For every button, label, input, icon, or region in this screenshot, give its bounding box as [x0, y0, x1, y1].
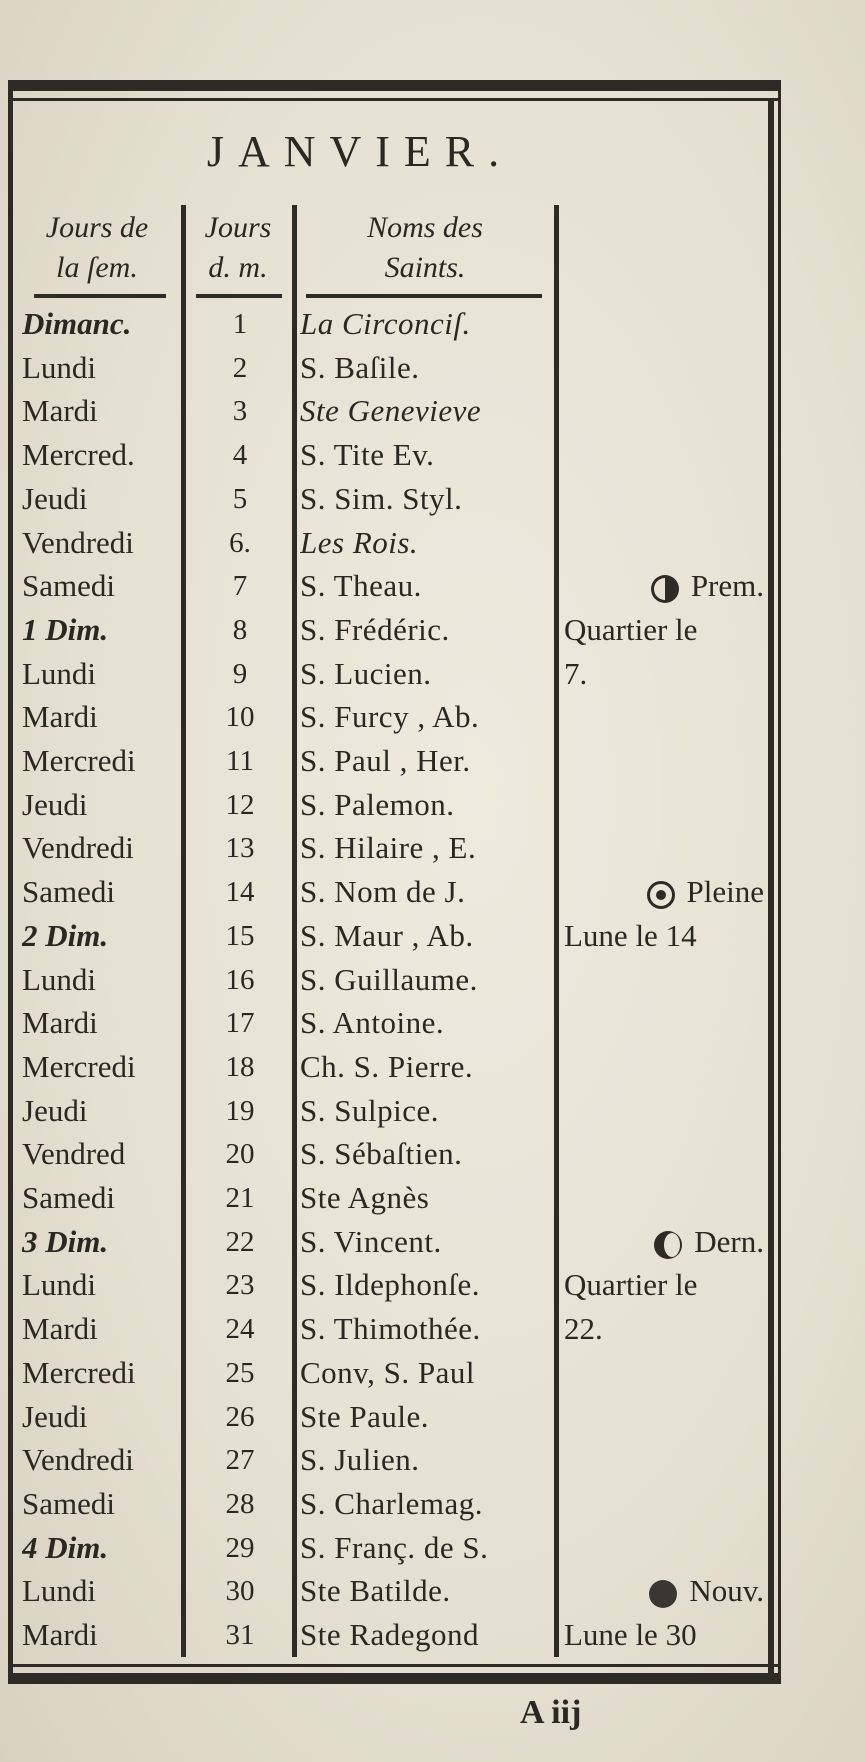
weekday-cell: Mercredi	[22, 743, 136, 778]
weekday-cell: Vendredi	[22, 830, 134, 866]
saint-name-cell: Ste Paule.	[300, 1398, 429, 1434]
weekday-cell: Mardi	[22, 1617, 98, 1652]
day-number-cell: 28	[225, 1487, 255, 1520]
table-row	[0, 433, 865, 477]
weekday-cell: Jeudi	[22, 786, 88, 822]
saint-name-cell: S. Antoine.	[300, 1005, 445, 1041]
weekday-cell: Samedi	[22, 1485, 115, 1521]
moon-phase-label: Dern.	[694, 1223, 764, 1259]
saint-name-cell: S. Guillaume.	[300, 961, 478, 997]
header-day-of-month: Jours d. m.	[204, 211, 272, 284]
table-row	[0, 1045, 865, 1089]
saint-name-cell: S. Ildephonſe.	[300, 1267, 481, 1303]
table-row	[0, 1089, 865, 1133]
day-number-cell: 9	[232, 657, 248, 690]
weekday-cell: Lundi	[22, 1573, 97, 1609]
saint-name-cell: S. Furcy , Ab.	[300, 699, 480, 735]
table-row	[0, 521, 865, 565]
header-underline	[34, 294, 166, 298]
saint-name-cell: Ste Radegond	[300, 1617, 480, 1652]
saint-name-cell: S. Lucien.	[300, 655, 432, 691]
table-row	[0, 739, 865, 783]
header-weekday: Jours de la ſem.	[45, 211, 149, 284]
weekday-cell: Mardi	[22, 1311, 98, 1347]
saint-name-cell: Ste Agnès	[300, 1180, 430, 1215]
moon-phase-label: Nouv.	[689, 1573, 764, 1609]
moon-phase-detail: Quartier le	[564, 1267, 698, 1303]
day-number-cell: 10	[225, 701, 255, 734]
weekday-cell: Lundi	[22, 655, 97, 691]
weekday-cell: 4 Dim.	[22, 1529, 109, 1565]
saint-name-cell: S. Sébaſtien.	[300, 1136, 463, 1172]
weekday-cell: Mardi	[22, 1005, 98, 1041]
day-number-cell: 19	[225, 1094, 255, 1127]
day-number-cell: 4	[232, 439, 248, 472]
saint-name-cell: S. Paul , Her.	[300, 743, 471, 778]
header-saints: Noms des Saints.	[367, 211, 483, 284]
moon-phase-detail: Lune le 14	[564, 917, 697, 953]
weekday-cell: Vendredi	[22, 1442, 134, 1478]
last-quarter-moon-icon	[654, 1231, 682, 1259]
header-underline	[196, 294, 282, 298]
day-number-cell: 20	[225, 1138, 255, 1171]
day-number-cell: 25	[225, 1356, 255, 1389]
day-number-cell: 8	[232, 613, 248, 646]
table-row	[0, 1351, 865, 1395]
moon-phase-note	[564, 870, 764, 957]
bottom-border-thick	[8, 1673, 778, 1684]
table-row	[0, 302, 865, 346]
weekday-cell: Lundi	[22, 1267, 97, 1303]
table-row	[0, 1001, 865, 1045]
day-number-cell: 12	[225, 788, 255, 821]
table-row	[0, 1526, 865, 1570]
saint-name-cell: S. Nom de J.	[300, 874, 466, 910]
saint-name-cell: Les Rois.	[300, 524, 419, 560]
table-row	[0, 1438, 865, 1482]
weekday-cell: Lundi	[22, 349, 97, 385]
table-row	[0, 958, 865, 1002]
saint-name-cell: S. Baſile.	[300, 349, 420, 385]
saint-name-cell: S. Franç. de S.	[300, 1529, 489, 1565]
weekday-cell: Mardi	[22, 393, 98, 429]
weekday-cell: Mercred.	[22, 437, 135, 473]
moon-phase-label: Pleine	[686, 874, 764, 910]
moon-phase-date: 22.	[564, 1311, 603, 1347]
saint-name-cell: S. Sim. Styl.	[300, 480, 463, 516]
table-row	[0, 1176, 865, 1220]
weekday-cell: 3 Dim.	[22, 1223, 109, 1259]
saint-name-cell: S. Maur , Ab.	[300, 917, 474, 953]
saint-name-cell: S. Sulpice.	[300, 1092, 439, 1128]
day-number-cell: 5	[232, 482, 248, 515]
table-row	[0, 346, 865, 390]
weekday-cell: Jeudi	[22, 1398, 88, 1434]
weekday-cell: Samedi	[22, 874, 115, 910]
moon-phase-date: 7.	[564, 655, 588, 691]
day-number-cell: 17	[225, 1007, 255, 1040]
saint-name-cell: Ste Genevieve	[300, 393, 482, 429]
day-number-cell: 11	[226, 745, 254, 777]
day-number-cell: 2	[232, 351, 248, 384]
moon-phase-detail: Lune le 30	[564, 1617, 697, 1652]
table-row	[0, 826, 865, 870]
weekday-cell: Lundi	[22, 961, 97, 997]
weekday-cell: Jeudi	[22, 1092, 88, 1128]
saint-name-cell: Ste Batilde.	[300, 1573, 451, 1609]
table-row	[0, 1482, 865, 1526]
day-number-cell: 16	[225, 963, 255, 996]
day-number-cell: 23	[225, 1269, 255, 1302]
day-number-cell: 18	[225, 1050, 255, 1083]
saint-name-cell: S. Julien.	[300, 1442, 420, 1478]
bottom-border-thin	[8, 1664, 778, 1667]
weekday-cell: Samedi	[22, 568, 115, 604]
saint-name-cell: La Circonciſ.	[300, 306, 471, 341]
weekday-cell: Mercredi	[22, 1354, 136, 1390]
table-row	[0, 1132, 865, 1176]
weekday-cell: Samedi	[22, 1180, 115, 1215]
table-row	[0, 1395, 865, 1439]
day-number-cell: 13	[225, 832, 255, 865]
page-signature: A iij	[520, 1694, 582, 1731]
weekday-cell: 1 Dim.	[22, 611, 109, 647]
day-number-cell: 30	[225, 1575, 255, 1608]
day-number-cell: 24	[225, 1313, 255, 1346]
weekday-cell: Mercredi	[22, 1048, 136, 1084]
day-number-cell: 31	[225, 1619, 255, 1651]
day-number-cell: 1	[232, 308, 248, 340]
day-number-cell: 26	[225, 1400, 255, 1433]
table-row	[0, 783, 865, 827]
moon-phase-detail: Quartier le	[564, 611, 698, 647]
saint-name-cell: S. Tite Ev.	[300, 437, 435, 473]
month-title: JANVIER.	[206, 127, 514, 176]
moon-phase-label: Prem.	[690, 568, 764, 604]
saint-name-cell: S. Frédéric.	[300, 611, 450, 647]
weekday-cell: Vendredi	[22, 524, 134, 560]
table-row	[0, 389, 865, 433]
saint-name-cell: S. Hilaire , E.	[300, 830, 477, 866]
moon-phase-note	[564, 1569, 764, 1656]
header-underline	[306, 294, 542, 298]
saint-name-cell: S. Thimothée.	[300, 1311, 481, 1347]
saint-name-cell: Conv, S. Paul	[300, 1354, 476, 1390]
day-number-cell: 21	[225, 1182, 255, 1214]
day-number-cell: 22	[225, 1225, 255, 1258]
weekday-cell: Dimanc.	[22, 306, 132, 341]
table-row	[0, 695, 865, 739]
day-number-cell: 27	[225, 1444, 255, 1477]
day-number-cell: 14	[225, 876, 255, 909]
saint-name-cell: S. Charlemag.	[300, 1485, 483, 1521]
day-number-cell: 29	[225, 1531, 255, 1564]
day-number-cell: 15	[225, 919, 255, 952]
saint-name-cell: Ch. S. Pierre.	[300, 1048, 474, 1084]
weekday-cell: Mardi	[22, 699, 98, 735]
day-number-cell: 7	[232, 570, 248, 603]
weekday-cell: Vendred	[22, 1136, 126, 1172]
top-border-thick	[8, 80, 778, 91]
saint-name-cell: S. Theau.	[300, 568, 422, 604]
table-row	[0, 477, 865, 521]
saint-name-cell: S. Palemon.	[300, 786, 455, 822]
moon-phase-note	[564, 1220, 764, 1351]
new-moon-icon	[649, 1580, 677, 1608]
moon-phase-note	[564, 564, 764, 695]
saint-name-cell: S. Vincent.	[300, 1223, 442, 1259]
day-number-cell: 6.	[229, 526, 251, 559]
weekday-cell: Jeudi	[22, 480, 88, 516]
top-border-thin	[8, 98, 778, 101]
first-quarter-moon-icon	[651, 575, 679, 603]
full-moon-icon	[647, 881, 675, 909]
weekday-cell: 2 Dim.	[22, 917, 109, 953]
day-number-cell: 3	[232, 395, 248, 428]
